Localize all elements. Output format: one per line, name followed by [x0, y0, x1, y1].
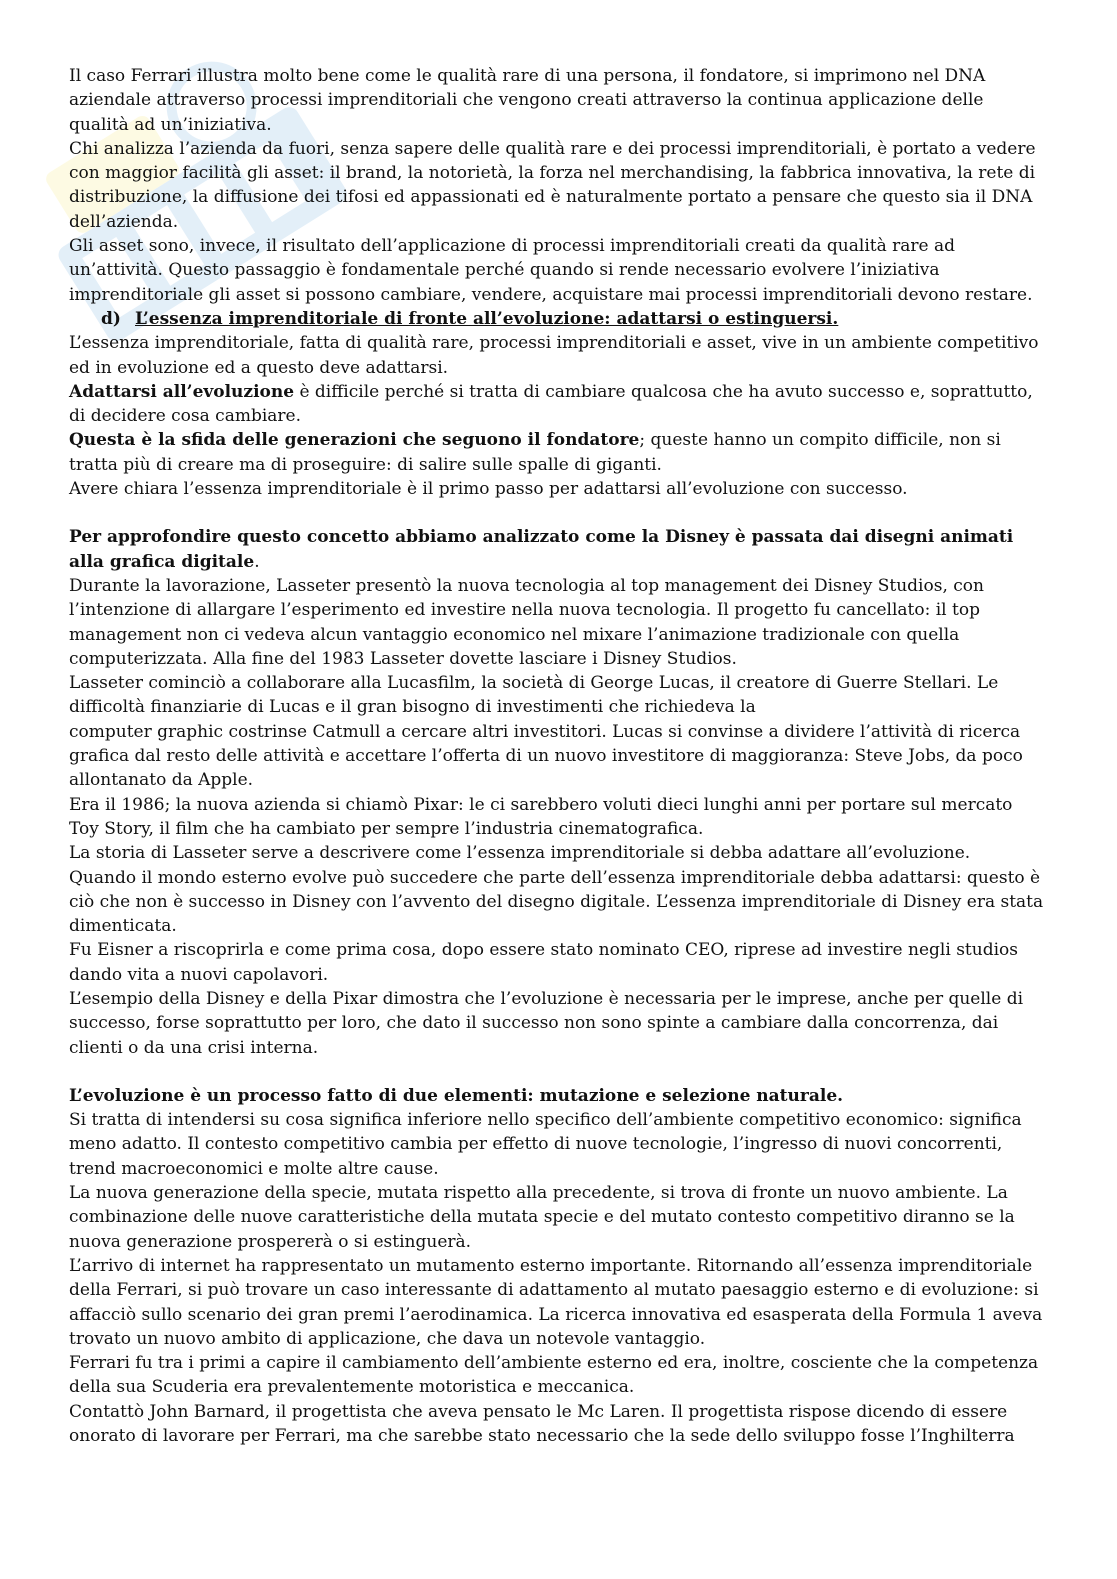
evoluzione-paragraph: Si tratta di intendersi su cosa significa inferiore nello specifico dell’ambiente competitivo economico: significa meno adatto. Il contesto competitivo cambia per effetto di nuove tecnologie, l’ingresso di nuovi concorrenti, trend macroeconomici e molte altre cause. [69, 1110, 1022, 1179]
spacer [69, 1060, 1047, 1084]
section-heading-d [69, 307, 1047, 331]
disney-paragraph: Fu Eisner a riscoprirla e come prima cosa, dopo essere stato nominato CEO, riprese ad investire negli studios dando vita a nuovi capolavori. [69, 940, 1018, 985]
evoluzione-heading: L’evoluzione è un processo fatto di due elementi: mutazione e selezione naturale. [69, 1085, 844, 1106]
essenza-paragraph: Avere chiara l’essenza imprenditoriale è il primo passo per adattarsi all’evoluzione con successo. [69, 479, 908, 500]
disney-paragraph: Quando il mondo esterno evolve può succedere che parte dell’essenza imprenditoriale debba adattarsi: questo è ciò che non è successo in Disney con l’avvento del disegno digitale. L’essenza imprenditoriale di Disney era stata dimenticata. [69, 867, 1044, 937]
essenza-paragraph: L’essenza imprenditoriale, fatta di qualità rare, processi imprenditoriali e asset, vive in un ambiente competitivo ed in evoluzione ed a questo deve adattarsi. [69, 333, 1039, 378]
section-title: L’essenza imprenditoriale di fronte all’evoluzione: adattarsi o estinguersi. [135, 308, 839, 329]
disney-paragraph: Durante la lavorazione, Lasseter presentò la nuova tecnologia al top management dei Disney Studios, con l’intenzione di allargare l’esperimento ed investire nella nuova tecnologia. Il progetto fu cancellato: il top management non ci vedeva alcun vantaggio economico nel mixare l’animazione tradizionale con quella computerizzata. Alla fine del 1983 Lasseter dovette lasciare i Disney Studios. [69, 575, 984, 669]
section-number: d) [101, 308, 121, 329]
intro-paragraph: Chi analizza l’azienda da fuori, senza sapere delle qualità rare e dei processi imprenditoriali, è portato a vedere con maggior facilità gli asset: il brand, la notorietà, la forza nel merchandising, la fabbrica innovativa, la rete di distribuzione, la diffusione dei tifosi ed appassionati ed è naturalmente portato a pensare che questo sia il DNA dell’azienda. [69, 138, 1036, 232]
bold-phrase: Adattarsi all’evoluzione [69, 381, 295, 402]
evoluzione-paragraph: Ferrari fu tra i primi a capire il cambiamento dell’ambiente esterno ed era, inoltre, cosciente che la competenza della sua Scuderia era prevalentemente motoristica e meccanica. [69, 1353, 1039, 1398]
disney-paragraph: computer graphic costrinse Catmull a cercare altri investitori. Lucas si convinse a dividere l’attività di ricerca grafica dal resto delle attività e accettare l’offerta di un nuovo investitore di maggioranza: Steve Jobs, da poco allontanato da Apple. [69, 721, 1023, 791]
evoluzione-paragraph: La nuova generazione della specie, mutata rispetto alla precedente, si trova di fronte un nuovo ambiente. La combinazione delle nuove caratteristiche della mutata specie e del mutato contesto competitivo diranno se la nuova generazione prospererà o si estinguerà. [69, 1183, 1015, 1252]
spacer [69, 501, 1047, 525]
essenza-paragraph: Questa è la sfida delle generazioni che seguono il fondatore; queste hanno un compito difficile, non si tratta più di creare ma di proseguire: di salire sulle spalle di giganti. [69, 430, 1001, 475]
disney-paragraph: Era il 1986; la nuova azienda si chiamò Pixar: le ci sarebbero voluti dieci lunghi anni per portare sul mercato Toy Story, il film che ha cambiato per sempre l’industria cinematografica. [69, 794, 1013, 839]
bold-phrase: Questa è la sfida delle generazioni che seguono il fondatore [69, 430, 640, 451]
evoluzione-paragraph: Contattò John Barnard, il progettista che aveva pensato le Mc Laren. Il progettista rispose dicendo di essere onorato di lavorare per Ferrari, ma che sarebbe stato necessario che la sede dello sviluppo fosse l’Inghilterra [69, 1401, 1015, 1447]
disney-heading: Per approfondire questo concetto abbiamo analizzato come la Disney è passata dai disegni animati alla grafica digitale. [69, 527, 1014, 572]
intro-paragraph: Il caso Ferrari illustra molto bene come le qualità rare di una persona, il fondatore, si imprimono nel DNA aziendale attraverso processi imprenditoriali che vengono creati attraverso la continua applicazione delle qualità ad un’iniziativa. [69, 66, 986, 135]
intro-paragraph: Gli asset sono, invece, il risultato dell’applicazione di processi imprenditoriali creati da qualità rare ad un’attività. Questo passaggio è fondamentale perché quando si rende necessario evolvere l’iniziativa imprenditoriale gli asset si possono cambiare, vendere, acquistare mai processi imprenditoriali devono restare. [69, 236, 1033, 305]
disney-paragraph: La storia di Lasseter serve a descrivere come l’essenza imprenditoriale si debba adattare all’evoluzione. [69, 843, 971, 864]
essenza-paragraph: Adattarsi all’evoluzione è difficile perché si tratta di cambiare qualcosa che ha avuto successo e, soprattutto, di decidere cosa cambiare. [69, 381, 1033, 427]
disney-paragraph: L’esempio della Disney e della Pixar dimostra che l’evoluzione è necessaria per le imprese, anche per quelle di successo, forse soprattutto per loro, che dato il successo non sono spinte a cambiare dalla concorrenza, dai clienti o da una crisi interna. [69, 988, 1024, 1058]
evoluzione-paragraph: L’arrivo di internet ha rappresentato un mutamento esterno importante. Ritornando all’essenza imprenditoriale della Ferrari, si può trovare un caso interessante di adattamento al mutato paesaggio esterno e di evoluzione: si affacciò sullo scenario dei gran premi l’aerodinamica. La ricerca innovativa ed esasperata della Formula 1 aveva trovato un nuovo ambito di applicazione, che dava un notevole vantaggio. [69, 1255, 1043, 1349]
disney-paragraph: Lasseter cominciò a collaborare alla Lucasfilm, la società di George Lucas, il creatore di Guerre Stellari. Le difficoltà finanziarie di Lucas e il gran bisogno di investimenti che richiedeva la [69, 673, 999, 718]
